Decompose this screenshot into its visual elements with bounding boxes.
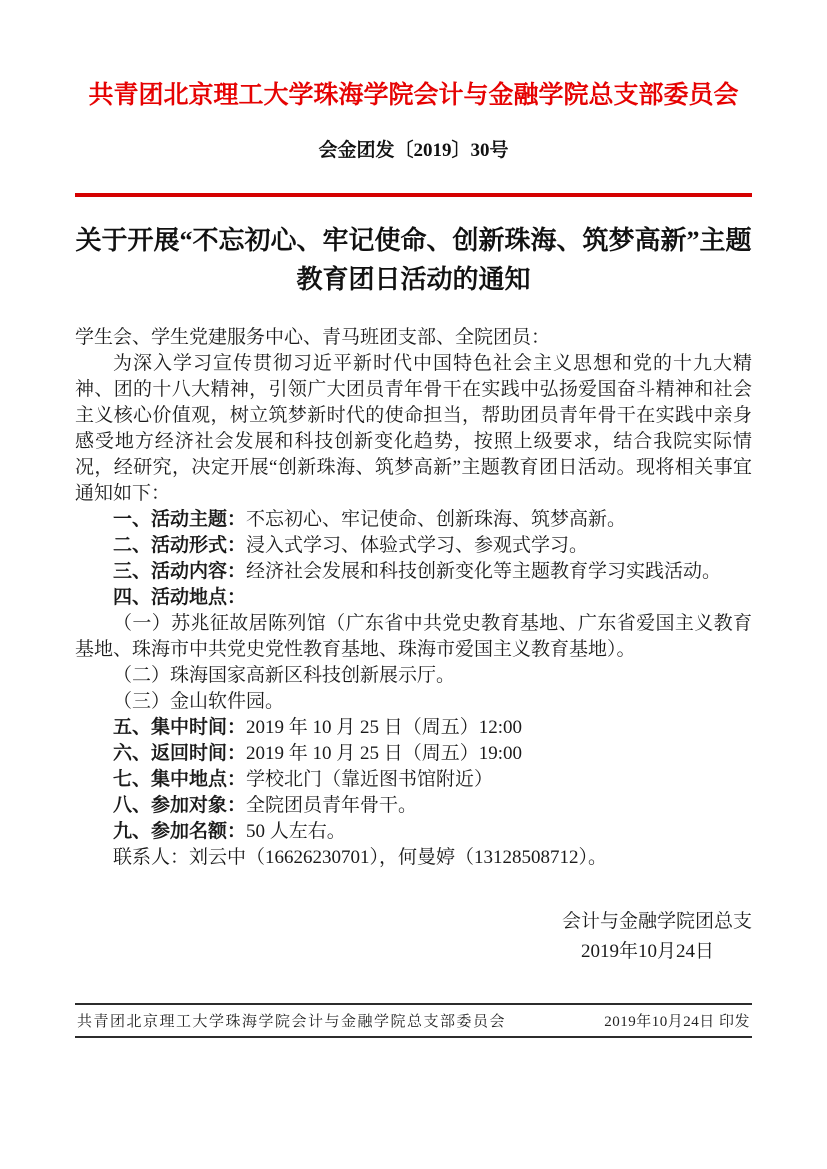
sub-item-2: （二）珠海国家高新区科技创新展示厅。	[113, 664, 456, 686]
notice-item-7	[75, 767, 752, 793]
salutation: 学生会、学生党建服务中心、青马班团支部、全院团员：	[75, 326, 551, 348]
doc-title-line1: 关于开展“不忘初心、牢记使命、创新珠海、筑梦高新”主题	[75, 225, 752, 255]
doc-title-line2: 教育团日活动的通知	[296, 264, 531, 294]
item-8-label: 八、参加对象：	[113, 794, 247, 816]
sub-item-3: （三）金山软件园。	[113, 690, 285, 712]
notice-item-5	[75, 715, 752, 741]
notice-item-8	[75, 793, 752, 819]
item-8-text: 全院团员青年骨干。	[246, 794, 418, 816]
sub-item-1: （一）苏兆征故居陈列馆（广东省中共党史教育基地、广东省爱国主义教育基地、珠海市中共党史党性教育基地、珠海市爱国主义教育基地）。	[75, 612, 752, 660]
notice-item-9	[75, 819, 752, 845]
notice-item-3	[75, 559, 752, 585]
item-6-text: 2019 年 10 月 25 日（周五）19:00	[246, 742, 523, 764]
red-header-org-title: 共青团北京理工大学珠海学院会计与金融学院总支部委员会	[88, 82, 739, 109]
doc-body	[75, 325, 752, 871]
notice-item-1	[75, 507, 752, 533]
footer-issuer: 共青团北京理工大学珠海学院会计与金融学院总支部委员会	[77, 1013, 507, 1030]
item-5-label: 五、集中时间：	[113, 716, 247, 738]
signature-date: 2019年10月24日	[580, 940, 714, 962]
item-3-text: 经济社会发展和科技创新变化等主题教育学习实践活动。	[246, 560, 722, 582]
item-4-label: 四、活动地点：	[113, 586, 247, 608]
item-9-label: 九、参加名额：	[113, 820, 247, 842]
item-6-label: 六、返回时间：	[113, 742, 247, 764]
intro-paragraph: 为深入学习宣传贯彻习近平新时代中国特色社会主义思想和党的十九大精神、团的十八大精神，引领广大团员青年骨干在实践中弘扬爱国奋斗精神和社会主义核心价值观，树立筑梦新时代的使命担当，帮助团员青年骨干在实践中亲身感受地方经济社会发展和科技创新变化趋势，按照上级要求，结合我院实际情况，经研究，决定开展“创新珠海、筑梦高新”主题教育团日活动。现将相关事宜通知如下：	[75, 352, 752, 504]
item-2-label: 二、活动形式：	[113, 534, 247, 556]
item-1-text: 不忘初心、牢记使命、创新珠海、筑梦高新。	[246, 508, 627, 530]
footer	[75, 1003, 752, 1038]
signature-org: 会计与金融学院团总支	[561, 910, 752, 932]
item-7-text: 学校北门（靠近图书馆附近）	[246, 768, 494, 790]
signature-block	[75, 907, 752, 967]
item-7-label: 七、集中地点：	[113, 768, 247, 790]
red-separator-line	[75, 193, 752, 197]
item-1-label: 一、活动主题：	[113, 508, 247, 530]
doc-title	[75, 221, 752, 299]
notice-item-4	[75, 585, 752, 611]
item-3-label: 三、活动内容：	[113, 560, 247, 582]
item-5-text: 2019 年 10 月 25 日（周五）12:00	[246, 716, 523, 738]
item-9-text: 50 人左右。	[246, 820, 346, 842]
item-2-text: 浸入式学习、体验式学习、参观式学习。	[246, 534, 589, 556]
contact-line: 联系人：刘云中（16626230701），何曼婷（13128508712）。	[113, 846, 608, 868]
doc-number: 会金团发〔2019〕30号	[318, 139, 509, 161]
footer-print-date: 2019年10月24日 印发	[604, 1013, 750, 1030]
notice-item-2	[75, 533, 752, 559]
notice-item-6	[75, 741, 752, 767]
